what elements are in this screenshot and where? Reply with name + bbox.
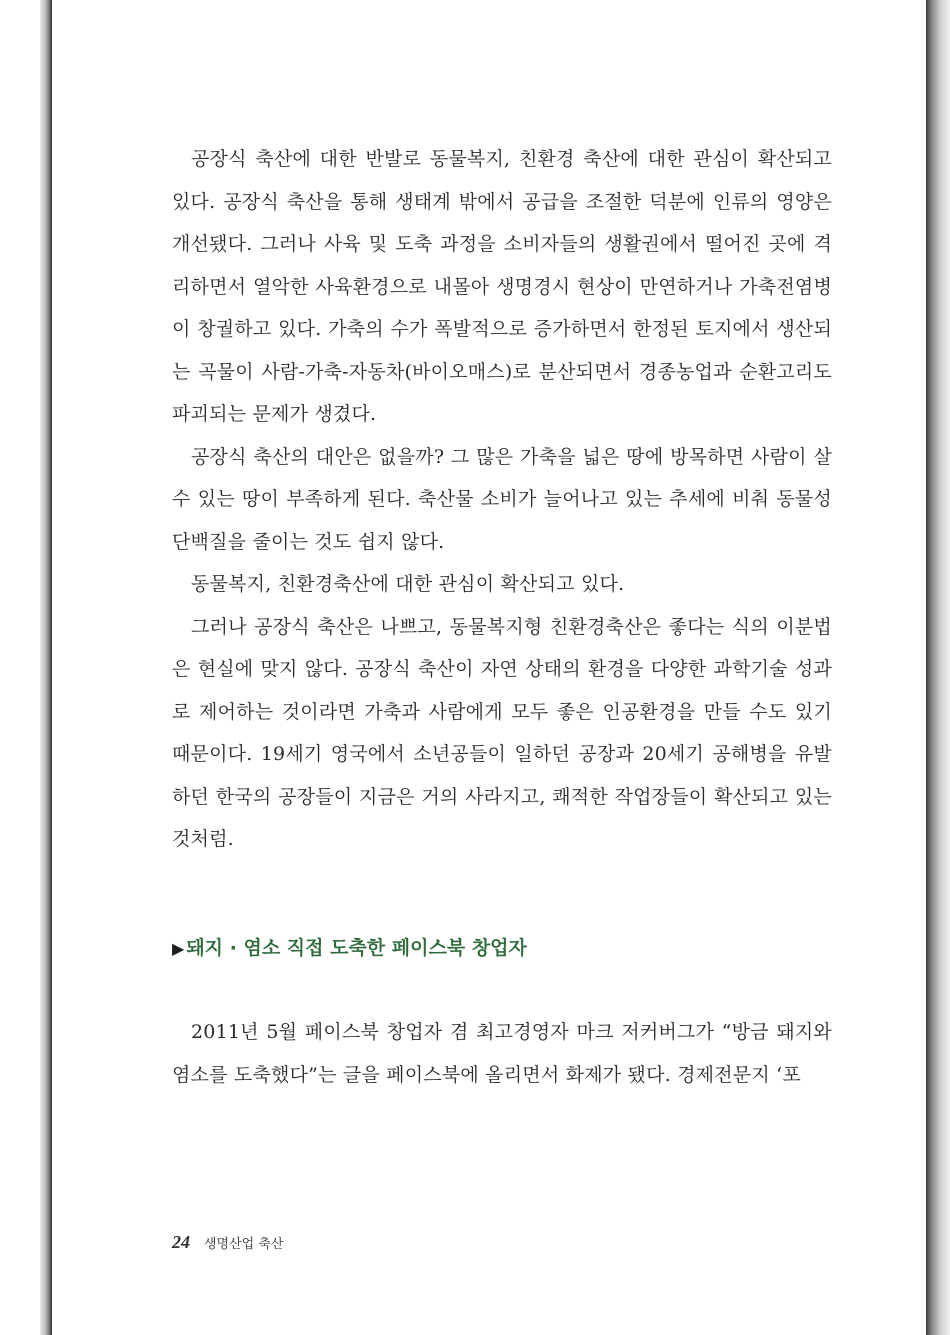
page-edge-left (40, 0, 52, 1335)
paragraph-2: 공장식 축산의 대안은 없을까? 그 많은 가축을 넓은 땅에 방목하면 사람이 살 수 있는 땅이 부족하게 된다. 축산물 소비가 늘어나고 있는 추세에 비춰 동물성 단백질을 줄이는 것도 쉽지 않다. (172, 445, 832, 553)
page-number: 24 (172, 1232, 190, 1252)
paragraph-1: 공장식 축산에 대한 반발로 동물복지, 친환경 축산에 대한 관심이 확산되고 있다. 공장식 축산을 통해 생태계 밖에서 공급을 조절한 덕분에 인류의 영양은 개선됐다. 그러나 사육 및 도축 과정을 소비자들의 생활권에서 떨어진 곳에 격리하면서 열악한 사육환경으로 내몰아 생명경시 현상이 만연하거나 가축전염병이 창궐하고 있다. 가축의 수가 폭발적으로 증가하면서 한정된 토지에서 생산되는 곡물이 사람-가축-자동차(바이오매스)로 분산되면서 경종농업과 순환고리도 파괴되는 문제가 생겼다. (172, 148, 832, 425)
section-paragraph-1: 2011년 5월 페이스북 창업자 겸 최고경영자 마크 저커버그가 “방금 돼지와 염소를 도축했다”는 글을 페이스북에 올리면서 화제가 됐다. 경제전문지 ‘포 (172, 1021, 832, 1086)
section-heading-text: 돼지 · 염소 직접 도축한 페이스북 창업자 (186, 937, 527, 959)
page-edge-right (926, 0, 950, 1335)
body-text (172, 138, 832, 861)
book-page (52, 0, 926, 1335)
triangle-bullet-icon: ▶ (172, 939, 185, 958)
paragraph-4: 그러나 공장식 축산은 나쁘고, 동물복지형 친환경축산은 좋다는 식의 이분법은 현실에 맞지 않다. 공장식 축산이 자연 상태의 환경을 다양한 과학기술 성과로 제어하는 것이라면 가축과 사람에게 모두 좋은 인공환경을 만들 수도 있기 때문이다. 19세기 영국에서 소년공들이 일하던 공장과 20세기 공해병을 유발하던 한국의 공장들이 지금은 거의 사라지고, 쾌적한 작업장들이 확산되고 있는 것처럼. (172, 615, 832, 850)
running-title: 생명산업 축산 (204, 1237, 284, 1252)
section-body-text (172, 1011, 832, 1097)
paragraph-3: 동물복지, 친환경축산에 대한 관심이 확산되고 있다. (191, 573, 625, 595)
page-footer (172, 1226, 283, 1261)
section-heading (172, 932, 832, 965)
